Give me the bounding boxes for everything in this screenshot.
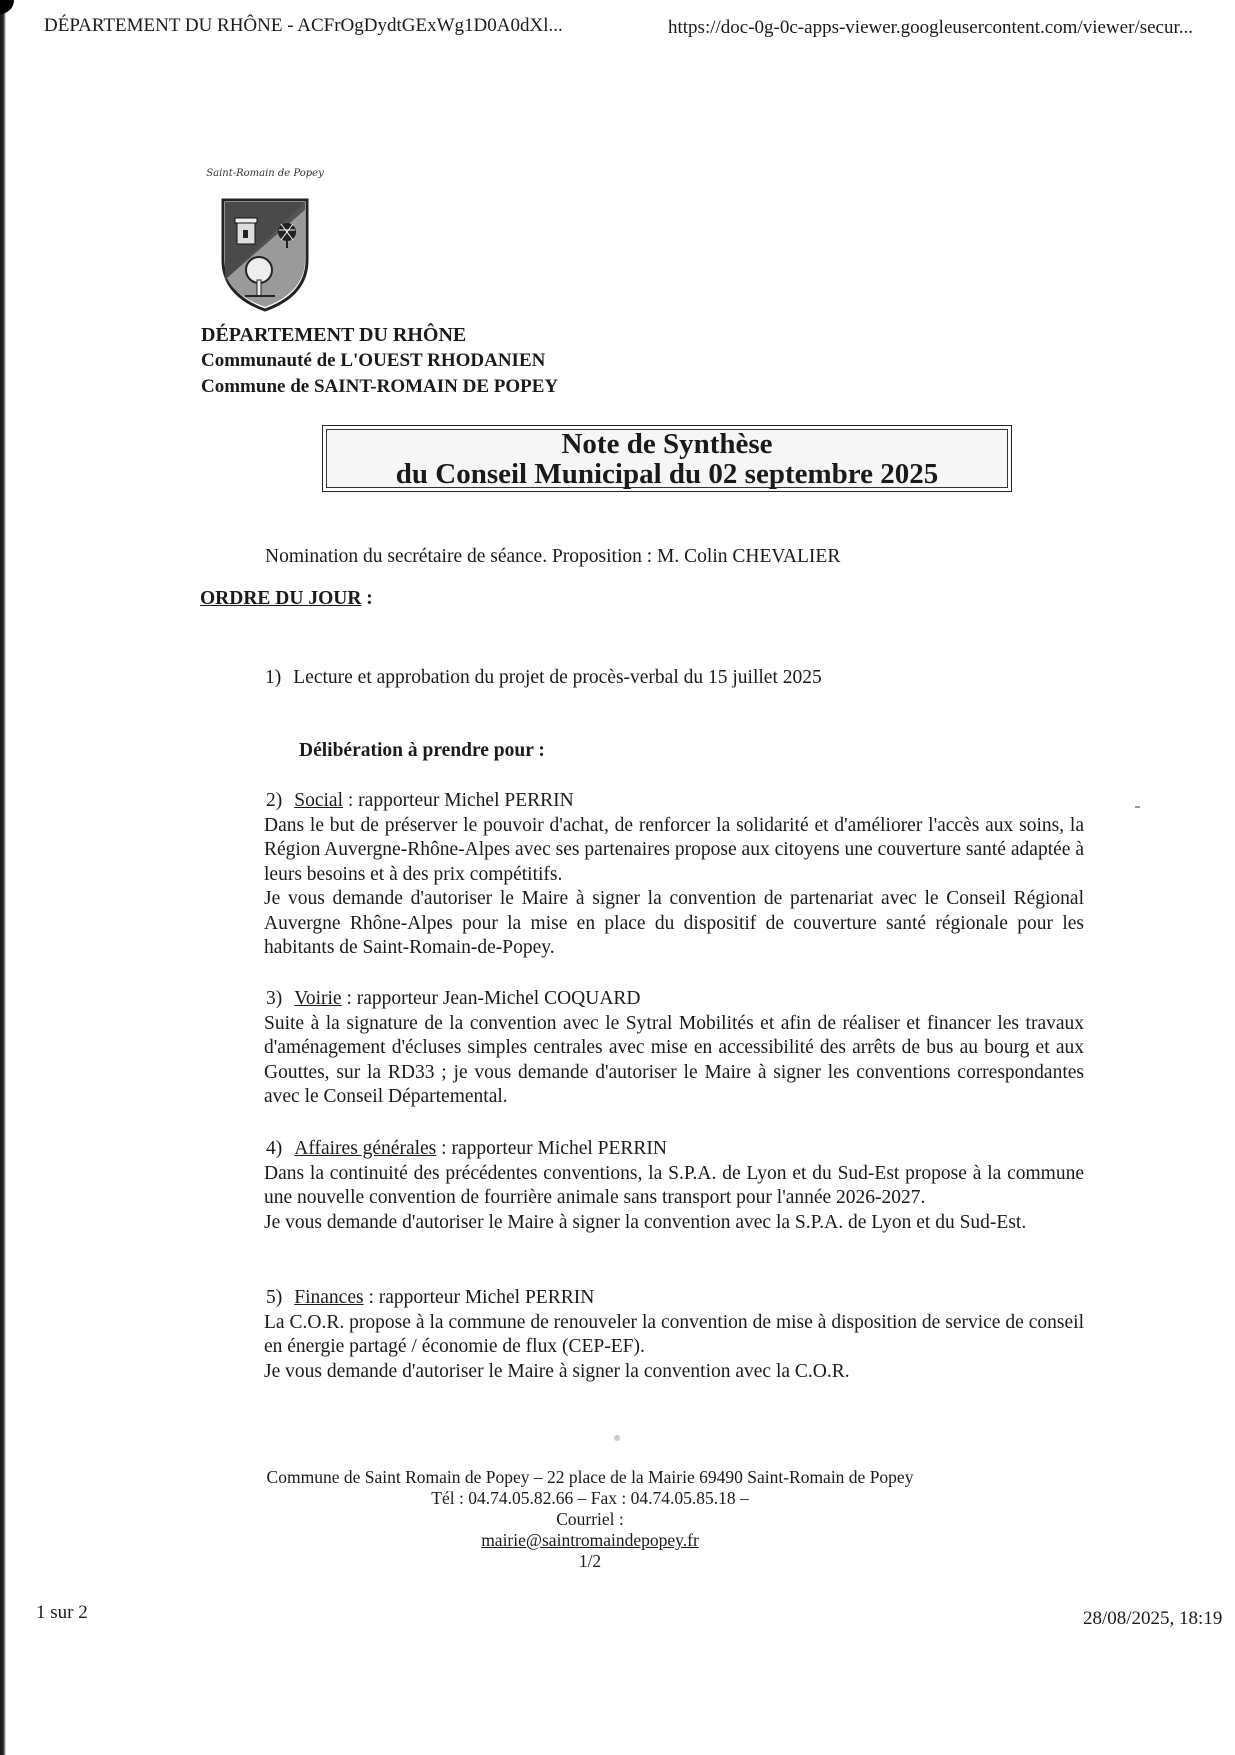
agenda-heading: [200, 588, 373, 610]
footer-phone: Tél : 04.74.05.82.66 – Fax : 04.74.05.85.18 –: [431, 1488, 749, 1508]
footer-address: Commune de Saint Romain de Popey – 22 place de la Mairie 69490 Saint-Romain de Popey: [266, 1467, 914, 1487]
scan-corner: [0, 0, 14, 14]
section-rapporteur: : rapporteur Michel PERRIN: [436, 1138, 667, 1159]
title-line-2: du Conseil Municipal du 02 septembre 2025: [395, 458, 939, 490]
section-heading: [264, 1137, 1084, 1162]
section-topic: Finances: [294, 1287, 364, 1308]
section-number: 5): [266, 1287, 283, 1308]
section-topic: Affaires générales: [294, 1138, 437, 1159]
section-heading: [264, 789, 1084, 814]
footer-page-number: 1/2: [578, 1551, 602, 1571]
section-number: 3): [266, 988, 283, 1009]
nomination-line: Nomination du secrétaire de séance. Proposition : M. Colin CHEVALIER: [265, 546, 841, 567]
svg-text:Saint-Romain de Popey: Saint-Romain de Popey: [206, 168, 324, 179]
section-rapporteur: : rapporteur Michel PERRIN: [363, 1287, 595, 1308]
agenda-section-finances: [264, 1286, 1084, 1384]
deliberation-heading: Délibération à prendre pour :: [299, 740, 545, 761]
section-topic: Voirie: [294, 988, 342, 1009]
agenda-heading-label: ORDRE DU JOUR: [200, 588, 362, 609]
section-paragraph: Je vous demande d'autoriser le Maire à signer la convention avec la S.P.A. de Lyon et du Sud-Est.: [264, 1211, 1027, 1233]
scan-edge: [0, 0, 6, 1755]
footer-mail-line: [200, 1509, 980, 1551]
print-header-url: https://doc-0g-0c-apps-viewer.googleusercontent.com/viewer/secur...: [668, 17, 1193, 38]
section-heading: [264, 987, 1084, 1012]
section-paragraph: Suite à la signature de la convention avec le Sytral Mobilités et afin de réaliser et financer les travaux d'aménagement d'écluses simples centrales avec mise en accessibilité des arrêts de bus au bourg et aux Gouttes, sur la RD33 ; je vous demande d'autoriser le Maire à signer les conventions correspondantes avec le Conseil Départemental.: [264, 1012, 1084, 1107]
title-line-1: Note de Synthèse: [561, 428, 773, 460]
section-heading: [264, 1286, 1084, 1311]
scan-speck: [1135, 806, 1140, 808]
print-footer-page-count: 1 sur 2: [36, 1602, 88, 1623]
agenda-item-number: 1): [265, 667, 282, 688]
section-paragraph: Dans la continuité des précédentes conventions, la S.P.A. de Lyon et du Sud-Est propose à la commune une nouvelle convention de fourrière animale sans transport pour l'année 2026-2027.: [264, 1162, 1084, 1208]
letterhead-community: Communauté de L'OUEST RHODANIEN: [201, 350, 546, 371]
agenda-item-text: Lecture et approbation du projet de procès-verbal du 15 juillet 2025: [293, 667, 822, 688]
agenda-section-affaires-generales: [264, 1137, 1084, 1235]
agenda-section-voirie: [264, 987, 1084, 1110]
print-footer-datetime: 28/08/2025, 18:19: [1083, 1608, 1223, 1629]
section-paragraph: Je vous demande d'autoriser le Maire à signer la convention de partenariat avec le Conseil Régional Auvergne Rhône-Alpes pour la mise en place du dispositif de couverture santé régionale pour les habitants de Saint-Romain-de-Popey.: [264, 888, 1084, 958]
document-title: [322, 425, 1012, 492]
letterhead-department: DÉPARTEMENT DU RHÔNE: [201, 324, 467, 346]
scan-speck: [614, 1435, 620, 1441]
section-paragraph: Je vous demande d'autoriser le Maire à signer la convention avec la C.O.R.: [264, 1360, 850, 1382]
section-paragraph: Dans le but de préserver le pouvoir d'achat, de renforcer la solidarité et d'améliorer l'accès aux soins, la Région Auvergne-Rhône-Alpes avec ses partenaires propose aux citoyens une couverture santé adaptée à leurs besoins et à des prix compétitifs.: [264, 814, 1084, 885]
letterhead-commune: Commune de SAINT-ROMAIN DE POPEY: [201, 376, 559, 397]
section-number: 4): [266, 1138, 283, 1159]
letter-footer: [200, 1467, 980, 1572]
section-topic: Social: [294, 790, 343, 811]
footer-mail-label: Courriel :: [556, 1509, 624, 1529]
section-rapporteur: : rapporteur Jean-Michel COQUARD: [341, 988, 641, 1009]
section-rapporteur: : rapporteur Michel PERRIN: [343, 790, 574, 811]
agenda-heading-colon: :: [361, 588, 373, 609]
section-number: 2): [266, 790, 283, 811]
letterhead: [201, 322, 558, 400]
coat-of-arms-icon: [205, 160, 325, 315]
agenda-section-social: [264, 789, 1084, 961]
print-header-title: DÉPARTEMENT DU RHÔNE - ACFrOgDydtGExWg1D0A0dXl...: [44, 15, 563, 36]
section-paragraph: La C.O.R. propose à la commune de renouveler la convention de mise à disposition de service de conseil en énergie partagé / économie de flux (CEP-EF).: [264, 1311, 1084, 1357]
agenda-item-1: [265, 667, 822, 689]
footer-mail-link[interactable]: mairie@saintromaindepopey.fr: [481, 1530, 699, 1550]
